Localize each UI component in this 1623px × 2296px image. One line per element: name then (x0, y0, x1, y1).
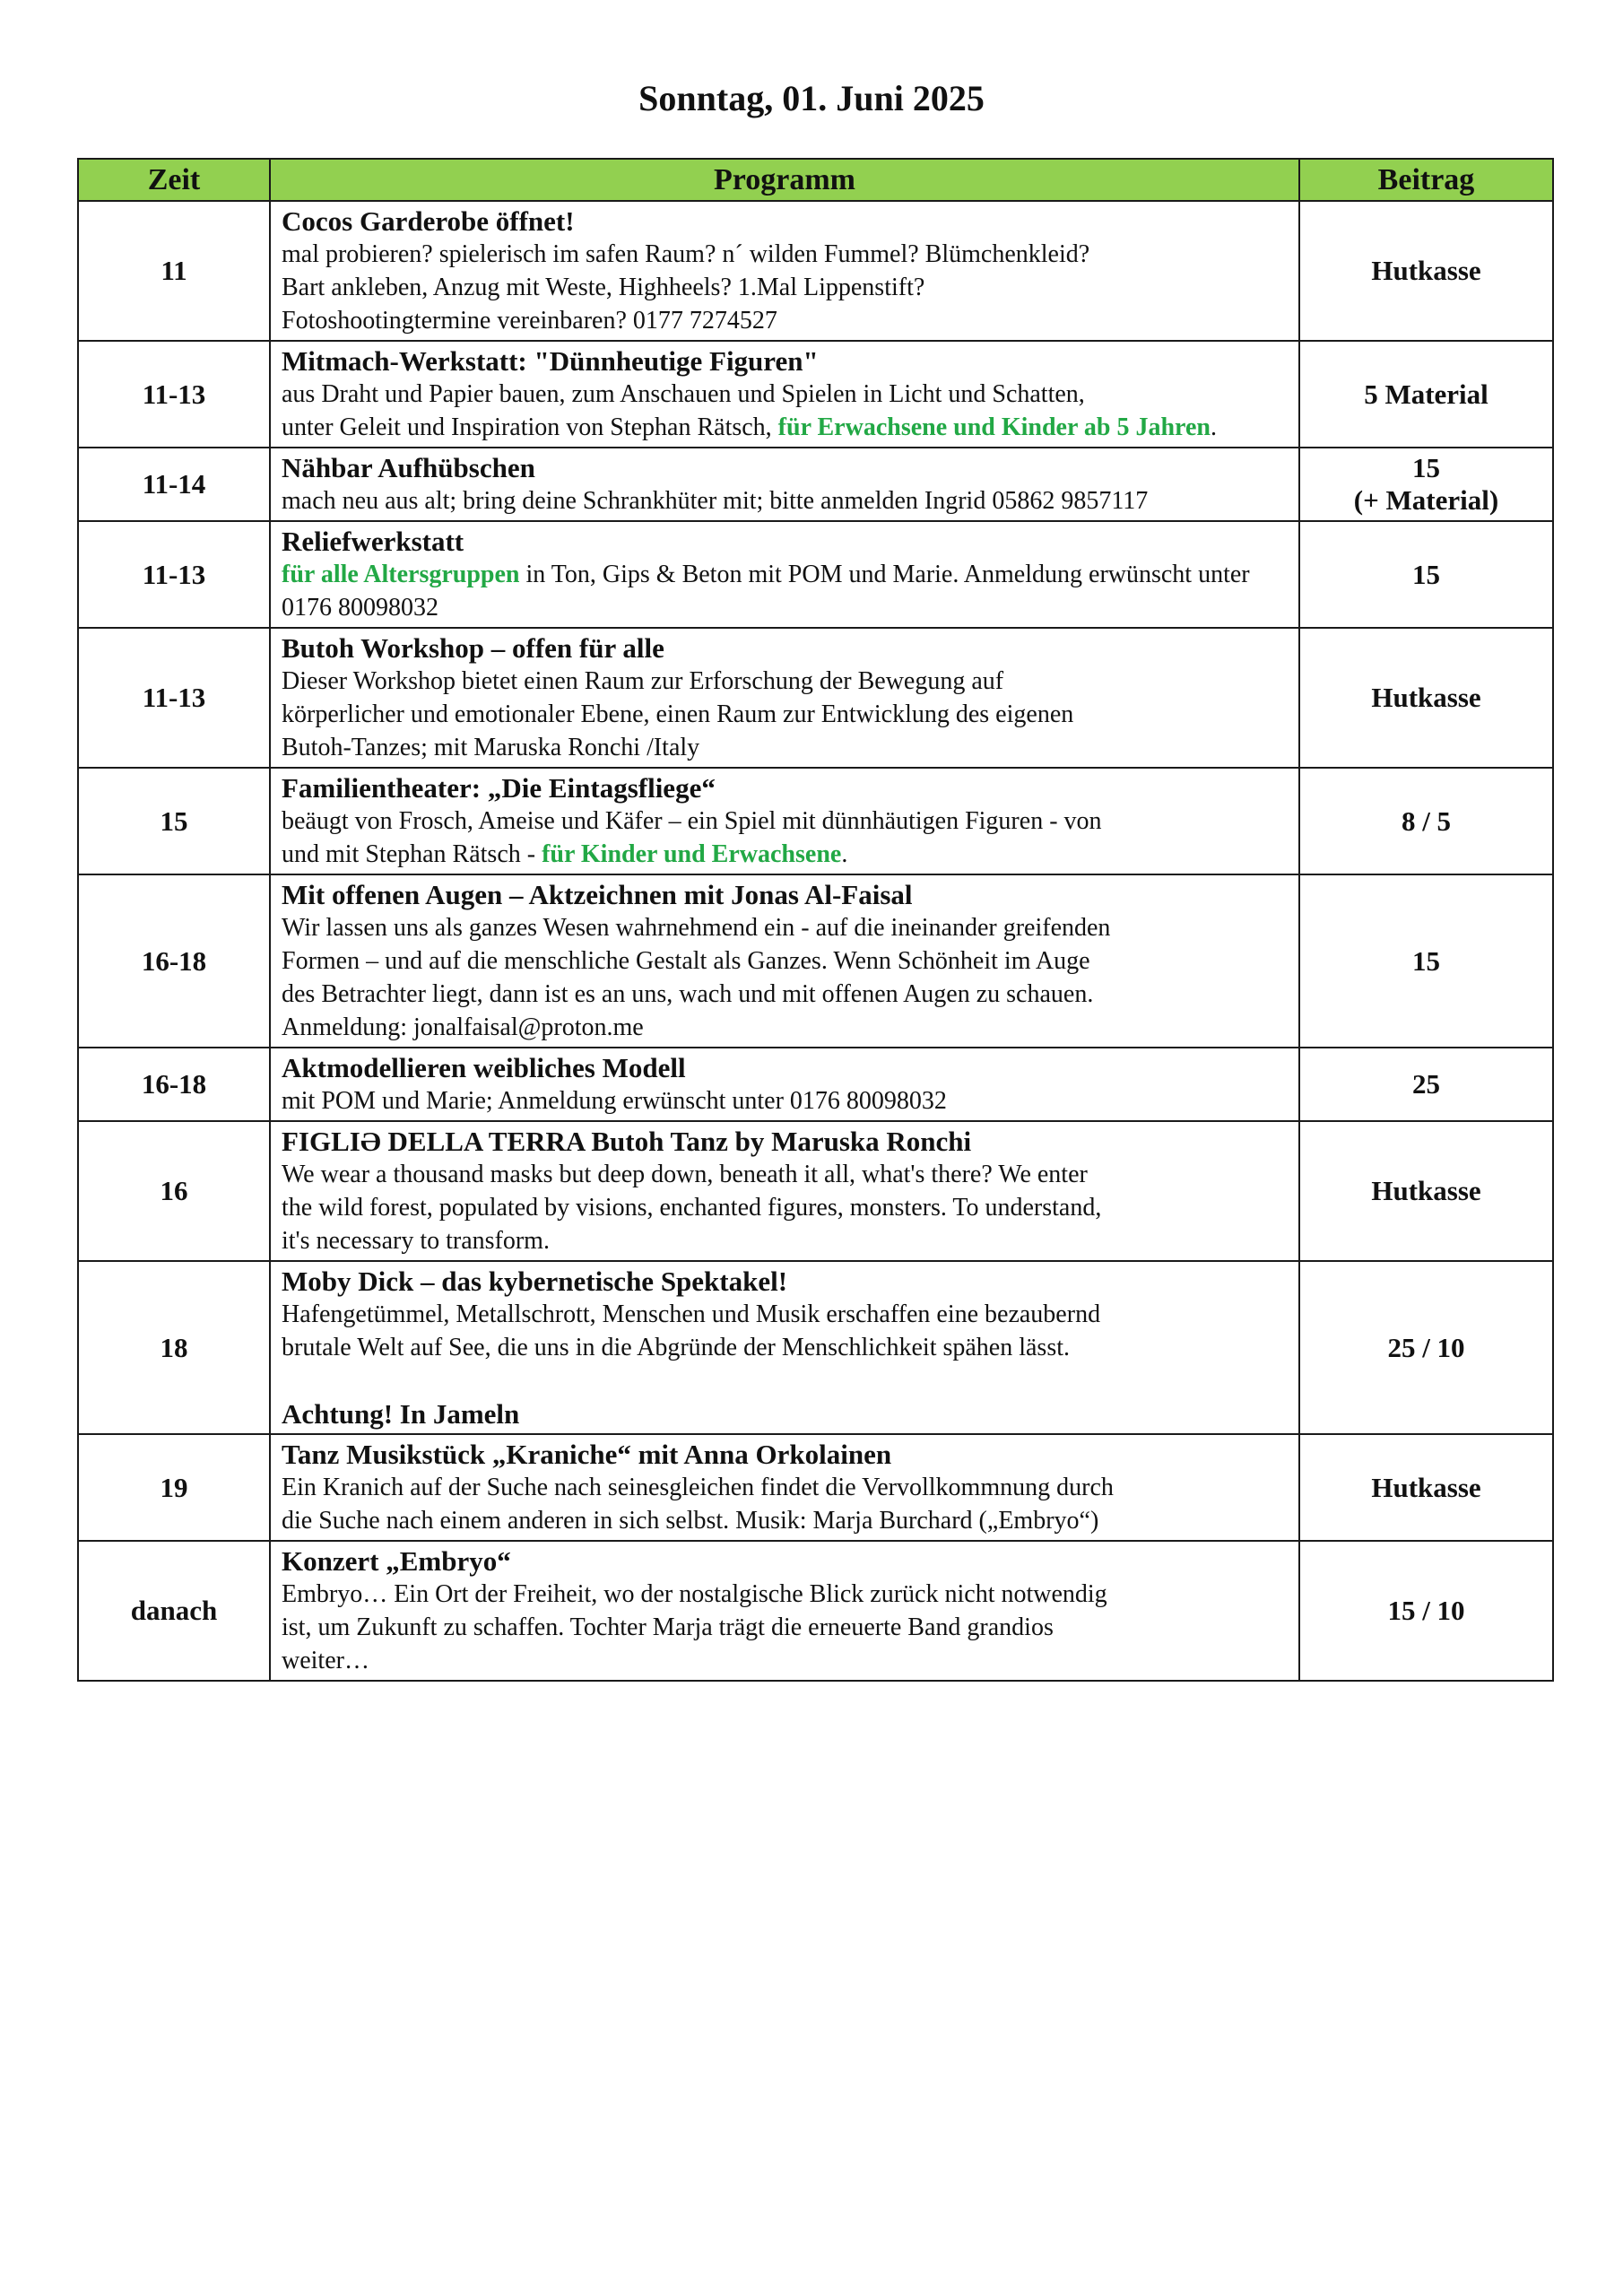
table-row (78, 201, 1553, 341)
table-row (78, 1541, 1553, 1681)
description-line: Ein Kranich auf der Suche nach seinesgleichen findet die Vervollkommnung durch (282, 1474, 1114, 1501)
program-description: mach neu aus alt; bring deine Schrankhüter mit; bitte anmelden Ingrid 05862 9857117 (282, 487, 1149, 515)
description-line: brutale Welt auf See, die uns in die Abgründe der Menschlichkeit spähen lässt. (282, 1334, 1071, 1361)
program-description (282, 911, 1289, 1044)
row-time: 11 (78, 201, 270, 341)
header-row (78, 159, 1553, 201)
description-line: We wear a thousand masks but deep down, beneath it all, what's there? We enter (282, 1161, 1088, 1188)
program-title: Mit offenen Augen – Aktzeichnen mit Jonas Al-Faisal (282, 879, 913, 910)
program-title: Konzert „Embryo“ (282, 1545, 511, 1577)
program-title: Butoh Workshop – offen für alle (282, 632, 664, 664)
table-row (78, 1048, 1553, 1121)
row-program (270, 521, 1299, 628)
table-row (78, 448, 1553, 521)
header-programm: Programm (270, 159, 1299, 201)
description-text: unter Geleit und Inspiration von Stephan Rätsch, (282, 413, 778, 441)
row-fee: 25 / 10 (1299, 1261, 1553, 1434)
program-title: Aktmodellieren weibliches Modell (282, 1052, 686, 1083)
row-time: 15 (78, 768, 270, 874)
table-row (78, 1261, 1553, 1434)
row-program (270, 1541, 1299, 1681)
header-zeit: Zeit (78, 159, 270, 201)
description-line: Fotoshootingtermine vereinbaren? 0177 7274527 (282, 307, 777, 335)
program-title: Cocos Garderobe öffnet! (282, 205, 575, 237)
description-line: Butoh-Tanzes; mit Maruska Ronchi /Italy (282, 734, 700, 761)
spacer (282, 1364, 1289, 1397)
description-line: körperlicher und emotionaler Ebene, einen Raum zur Entwicklung des eigenen (282, 700, 1074, 728)
row-fee: 15 / 10 (1299, 1541, 1553, 1681)
row-time: 11-13 (78, 628, 270, 768)
row-time: 18 (78, 1261, 270, 1434)
audience-highlight: für Kinder und Erwachsene (542, 840, 842, 868)
audience-highlight: für alle Altersgruppen (282, 561, 520, 588)
program-title: Reliefwerkstatt (282, 526, 464, 557)
description-line: Bart ankleben, Anzug mit Weste, Highheels? 1.Mal Lippenstift? (282, 274, 925, 301)
program-description (282, 1578, 1289, 1677)
program-description (282, 1298, 1289, 1364)
row-fee: 15 (1299, 874, 1553, 1048)
fee-note: (+ Material) (1353, 484, 1499, 516)
row-program (270, 341, 1299, 448)
program-title: FIGLIƏ DELLA TERRA Butoh Tanz by Maruska Ronchi (282, 1126, 972, 1157)
row-program (270, 1121, 1299, 1261)
description-line: beäugt von Frosch, Ameise und Käfer – ein Spiel mit dünnhäutigen Figuren - von (282, 807, 1102, 835)
description-line: Hafengetümmel, Metallschrott, Menschen und Musik erschaffen eine bezaubernd (282, 1300, 1101, 1328)
description-line: the wild forest, populated by visions, enchanted figures, monsters. To understand, (282, 1194, 1102, 1222)
description-line: Embryo… Ein Ort der Freiheit, wo der nostalgische Blick zurück nicht notwendig (282, 1580, 1107, 1608)
row-fee: Hutkasse (1299, 1434, 1553, 1541)
program-title: Tanz Musikstück „Kraniche“ mit Anna Orkolainen (282, 1439, 892, 1470)
row-time: 16-18 (78, 874, 270, 1048)
program-title: Mitmach-Werkstatt: "Dünnheutige Figuren" (282, 345, 819, 377)
program-title: Nähbar Aufhübschen (282, 452, 535, 483)
description-line: aus Draht und Papier bauen, zum Anschauen und Spielen in Licht und Schatten, (282, 380, 1085, 408)
row-program (270, 874, 1299, 1048)
table-row (78, 628, 1553, 768)
description-line: Formen – und auf die menschliche Gestalt als Ganzes. Wenn Schönheit im Auge (282, 947, 1090, 975)
row-fee: 25 (1299, 1048, 1553, 1121)
program-description (282, 665, 1289, 764)
description-line: des Betrachter liegt, dann ist es an uns, wach und mit offenen Augen zu schauen. (282, 980, 1094, 1008)
description-line: Dieser Workshop bietet einen Raum zur Erforschung der Bewegung auf (282, 667, 1004, 695)
row-fee: 8 / 5 (1299, 768, 1553, 874)
table-row (78, 1121, 1553, 1261)
row-program (270, 768, 1299, 874)
description-line (282, 411, 1289, 444)
program-description (282, 1084, 1289, 1118)
program-table (77, 158, 1554, 1682)
program-description (282, 804, 1289, 871)
table-row (78, 874, 1553, 1048)
description-text: . (1210, 413, 1217, 441)
description-text: in Ton, Gips & Beton mit POM und Marie. Anmeldung erwünscht unter 0176 80098032 (282, 561, 1250, 622)
row-program (270, 1261, 1299, 1434)
table-row (78, 521, 1553, 628)
table-row (78, 341, 1553, 448)
table-row (78, 1434, 1553, 1541)
description-line: mit POM und Marie; Anmeldung erwünscht unter 0176 80098032 (282, 1087, 947, 1115)
table-row (78, 768, 1553, 874)
row-program (270, 628, 1299, 768)
description-line: die Suche nach einem anderen in sich selbst. Musik: Marja Burchard („Embryo“) (282, 1507, 1099, 1535)
row-time: 16 (78, 1121, 270, 1261)
row-time: 11-14 (78, 448, 270, 521)
row-time: 11-13 (78, 341, 270, 448)
program-description (282, 1471, 1289, 1537)
row-fee (1299, 448, 1553, 521)
row-fee: Hutkasse (1299, 628, 1553, 768)
row-time: 16-18 (78, 1048, 270, 1121)
row-time: 11-13 (78, 521, 270, 628)
row-fee: Hutkasse (1299, 1121, 1553, 1261)
row-fee: Hutkasse (1299, 201, 1553, 341)
row-program (270, 1048, 1299, 1121)
row-fee: 5 Material (1299, 341, 1553, 448)
row-fee: 15 (1299, 521, 1553, 628)
description-line: ist, um Zukunft zu schaffen. Tochter Marja trägt die erneuerte Band grandios (282, 1613, 1054, 1641)
description-line: Wir lassen uns als ganzes Wesen wahrnehmend ein - auf die ineinander greifenden (282, 914, 1111, 942)
header-beitrag: Beitrag (1299, 159, 1553, 201)
description-line: weiter… (282, 1647, 369, 1674)
program-description (282, 378, 1289, 444)
row-program (270, 1434, 1299, 1541)
program-description (282, 238, 1289, 337)
fee-amount: 15 (1412, 452, 1440, 483)
description-line: mal probieren? spielerisch im safen Raum? n´ wilden Fummel? Blümchenkleid? (282, 240, 1090, 268)
audience-highlight: für Erwachsene und Kinder ab 5 Jahren (777, 413, 1211, 441)
description-line: Anmeldung: jonalfaisal@proton.me (282, 1013, 644, 1041)
row-time: danach (78, 1541, 270, 1681)
row-program (270, 448, 1299, 521)
description-text: . (841, 840, 848, 868)
row-program (270, 201, 1299, 341)
description-line: it's necessary to transform. (282, 1227, 550, 1255)
program-description (282, 558, 1289, 624)
description-line (282, 838, 1289, 871)
row-time: 19 (78, 1434, 270, 1541)
location-note: Achtung! In Jameln (282, 1398, 520, 1430)
program-description (282, 1158, 1289, 1257)
program-title: Moby Dick – das kybernetische Spektakel! (282, 1265, 788, 1297)
description-text: und mit Stephan Rätsch - (282, 840, 542, 868)
page-title: Sonntag, 01. Juni 2025 (638, 78, 985, 118)
program-title: Familientheater: „Die Eintagsfliege“ (282, 772, 716, 804)
